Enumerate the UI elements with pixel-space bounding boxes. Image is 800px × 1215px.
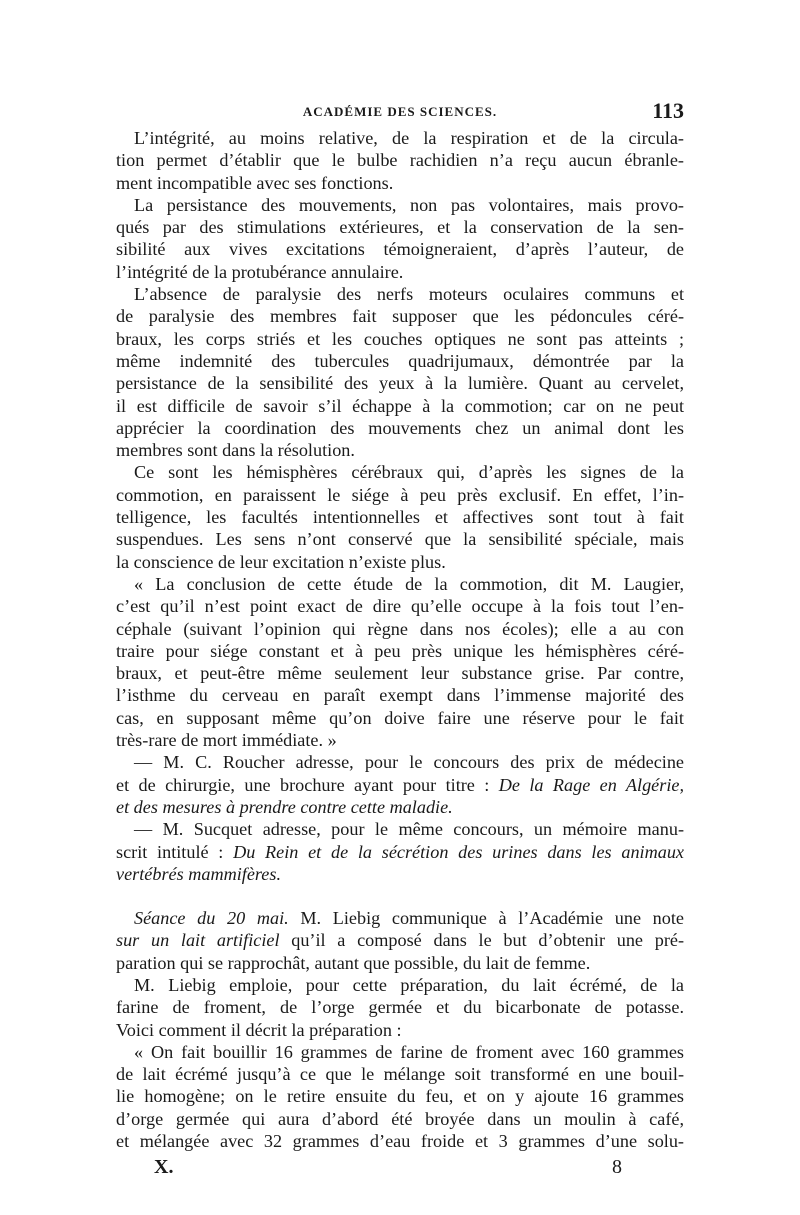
text-line <box>116 328 684 350</box>
text-segment: L’intégrité, au moins relative, de la respiration et de la circula- <box>134 128 684 148</box>
text-line <box>116 1130 684 1152</box>
italic-text: vertébrés mammifères. <box>116 863 281 884</box>
signature-number: 8 <box>612 1156 622 1178</box>
text-segment: La persistance des mouvements, non pas volontaires, mais provo- <box>134 194 684 215</box>
text-segment: L’absence de paralysie des nerfs moteurs oculaires communs et <box>134 284 684 305</box>
text-segment: qués par des stimulations extérieures, et la conservation de la sen- <box>116 217 684 238</box>
text-line <box>116 707 684 729</box>
text-line <box>116 1085 684 1107</box>
italic-text: Séance du 20 mai. <box>134 908 289 929</box>
italic-text: et des mesures à prendre contre cette maladie. <box>116 796 453 817</box>
text-segment: scrit intitulé : <box>116 841 234 862</box>
text-segment: et de chirurgie, une brochure ayant pour titre : <box>116 774 499 795</box>
text-line <box>116 216 684 238</box>
text-segment: apprécier la coordination des mouvements chez un animal dont les <box>116 417 684 438</box>
text-segment: d’orge germée qui aura d’abord été broyée dans un moulin à café, <box>116 1108 684 1129</box>
page-number: 113 <box>652 98 684 123</box>
text-segment: l’isthme du cerveau en paraît exempt dans l’immense majorité des <box>116 685 684 706</box>
text-segment: — M. Sucquet adresse, pour le même concours, un mémoire manu- <box>134 819 684 840</box>
text-segment: paration qui se rapprochât, autant que possible, du lait de femme. <box>116 952 591 973</box>
text-line <box>116 1108 684 1130</box>
text-line <box>116 194 684 216</box>
text-segment: céphale (suivant l’opinion qui règne dans nos écoles); elle a au con <box>116 618 684 639</box>
text-line <box>116 1041 684 1063</box>
text-segment: c’est qu’il n’est point exact de dire qu’elle occupe à la fois tout l’en- <box>116 596 684 617</box>
text-line <box>116 461 684 483</box>
text-segment: de paralysie des membres fait supposer que les pédoncules céré- <box>116 306 684 327</box>
text-line <box>116 283 684 305</box>
text-segment: cas, en supposant même qu’on doive faire une réserve pour le fait <box>116 707 684 728</box>
text-line <box>116 729 684 751</box>
text-line <box>116 1063 684 1085</box>
text-segment: et mélangée avec 32 grammes d’eau froide et 3 grammes d’une solu- <box>116 1131 684 1152</box>
text-segment: ment incompatible avec ses fonctions. <box>116 172 394 193</box>
text-line <box>116 528 684 550</box>
text-line <box>116 573 684 595</box>
running-title: ACADÉMIE DES SCIENCES. <box>302 104 498 119</box>
text-line <box>116 149 684 171</box>
text-segment: de lait écrémé jusqu’à ce que le mélange soit transformé en une bouil- <box>116 1064 684 1085</box>
body-text <box>116 127 684 1152</box>
text-segment: tion permet d’établir que le bulbe rachidien n’a reçu aucun ébranle- <box>116 150 684 171</box>
text-line <box>116 238 684 260</box>
text-line <box>116 907 684 929</box>
text-segment: l’intégrité de la protubérance annulaire. <box>116 261 404 282</box>
text-line <box>116 841 684 863</box>
text-segment: la conscience de leur excitation n’existe plus. <box>116 551 446 572</box>
text-segment: même indemnité des tubercules quadrijumaux, démontrée par la <box>116 350 684 371</box>
text-line <box>116 127 684 149</box>
text-segment: — M. C. Roucher adresse, pour le concours des prix de médecine <box>134 752 684 773</box>
text-line <box>116 417 684 439</box>
text-line <box>116 484 684 506</box>
text-line <box>116 662 684 684</box>
text-line <box>116 796 684 818</box>
text-line <box>116 640 684 662</box>
text-segment: « On fait bouillir 16 grammes de farine de froment avec 160 grammes <box>134 1041 684 1062</box>
text-line <box>116 350 684 372</box>
text-line <box>116 261 684 283</box>
text-line <box>116 595 684 617</box>
text-segment: persistance de la sensibilité des yeux à la lumière. Quant au cervelet, <box>116 373 684 394</box>
text-segment: Voici comment il décrit la préparation : <box>116 1019 402 1040</box>
text-line <box>116 372 684 394</box>
text-segment: M. Liebig communique à l’Académie une note <box>288 908 684 929</box>
signature-mark: X. <box>154 1156 174 1178</box>
text-line <box>116 172 684 194</box>
text-line <box>116 974 684 996</box>
text-line <box>116 395 684 417</box>
text-line <box>116 751 684 773</box>
text-segment: lie homogène; on le retire ensuite du feu, et on y ajoute 16 grammes <box>116 1086 684 1107</box>
text-line <box>116 952 684 974</box>
italic-text: Du Rein et de la sécrétion des urines dans les animaux <box>233 841 684 862</box>
text-segment: braux, et peut-être même seulement leur substance grise. Par contre, <box>116 663 684 684</box>
text-line <box>116 506 684 528</box>
text-segment: très-rare de mort immédiate. » <box>116 730 337 751</box>
text-segment: « La conclusion de cette étude de la commotion, dit M. Laugier, <box>134 573 684 594</box>
text-segment: il est difficile de savoir s’il échappe à la commotion; car on ne peut <box>116 395 684 416</box>
text-segment: commotion, en paraissent le siége à peu près exclusif. En effet, l’in- <box>116 484 684 505</box>
text-segment: traire pour siége constant et à peu près unique les hémisphères céré- <box>116 640 684 661</box>
text-line <box>116 1019 684 1041</box>
text-line <box>116 774 684 796</box>
section-gap <box>116 885 684 907</box>
text-line <box>116 818 684 840</box>
text-line <box>116 618 684 640</box>
text-line <box>116 439 684 461</box>
italic-text: De la Rage en Algérie, <box>498 774 685 795</box>
text-line <box>116 684 684 706</box>
text-line <box>116 929 684 951</box>
text-segment: sibilité aux vives excitations témoigneraient, d’après l’auteur, de <box>116 239 684 260</box>
text-segment: suspendues. Les sens n’ont conservé que la sensibilité spéciale, mais <box>116 529 684 550</box>
text-line <box>116 551 684 573</box>
text-segment: membres sont dans la résolution. <box>116 440 355 461</box>
text-segment: M. Liebig emploie, pour cette préparation, du lait écrémé, de la <box>134 974 684 995</box>
text-line <box>116 305 684 327</box>
page-header <box>116 98 684 124</box>
text-line <box>116 863 684 885</box>
text-segment: Ce sont les hémisphères cérébraux qui, d’après les signes de la <box>134 462 684 483</box>
text-segment: farine de froment, de l’orge germée et du bicarbonate de potasse. <box>116 997 684 1018</box>
page-footer <box>116 1156 684 1182</box>
text-segment: qu’il a composé dans le but d’obtenir une pré- <box>279 930 684 951</box>
text-line <box>116 996 684 1018</box>
text-segment: braux, les corps striés et les couches optiques ne sont pas atteints ; <box>116 328 684 349</box>
text-segment: telligence, les facultés intentionnelles et affectives sont tout à fait <box>116 507 684 528</box>
italic-text: sur un lait artificiel <box>116 930 280 951</box>
